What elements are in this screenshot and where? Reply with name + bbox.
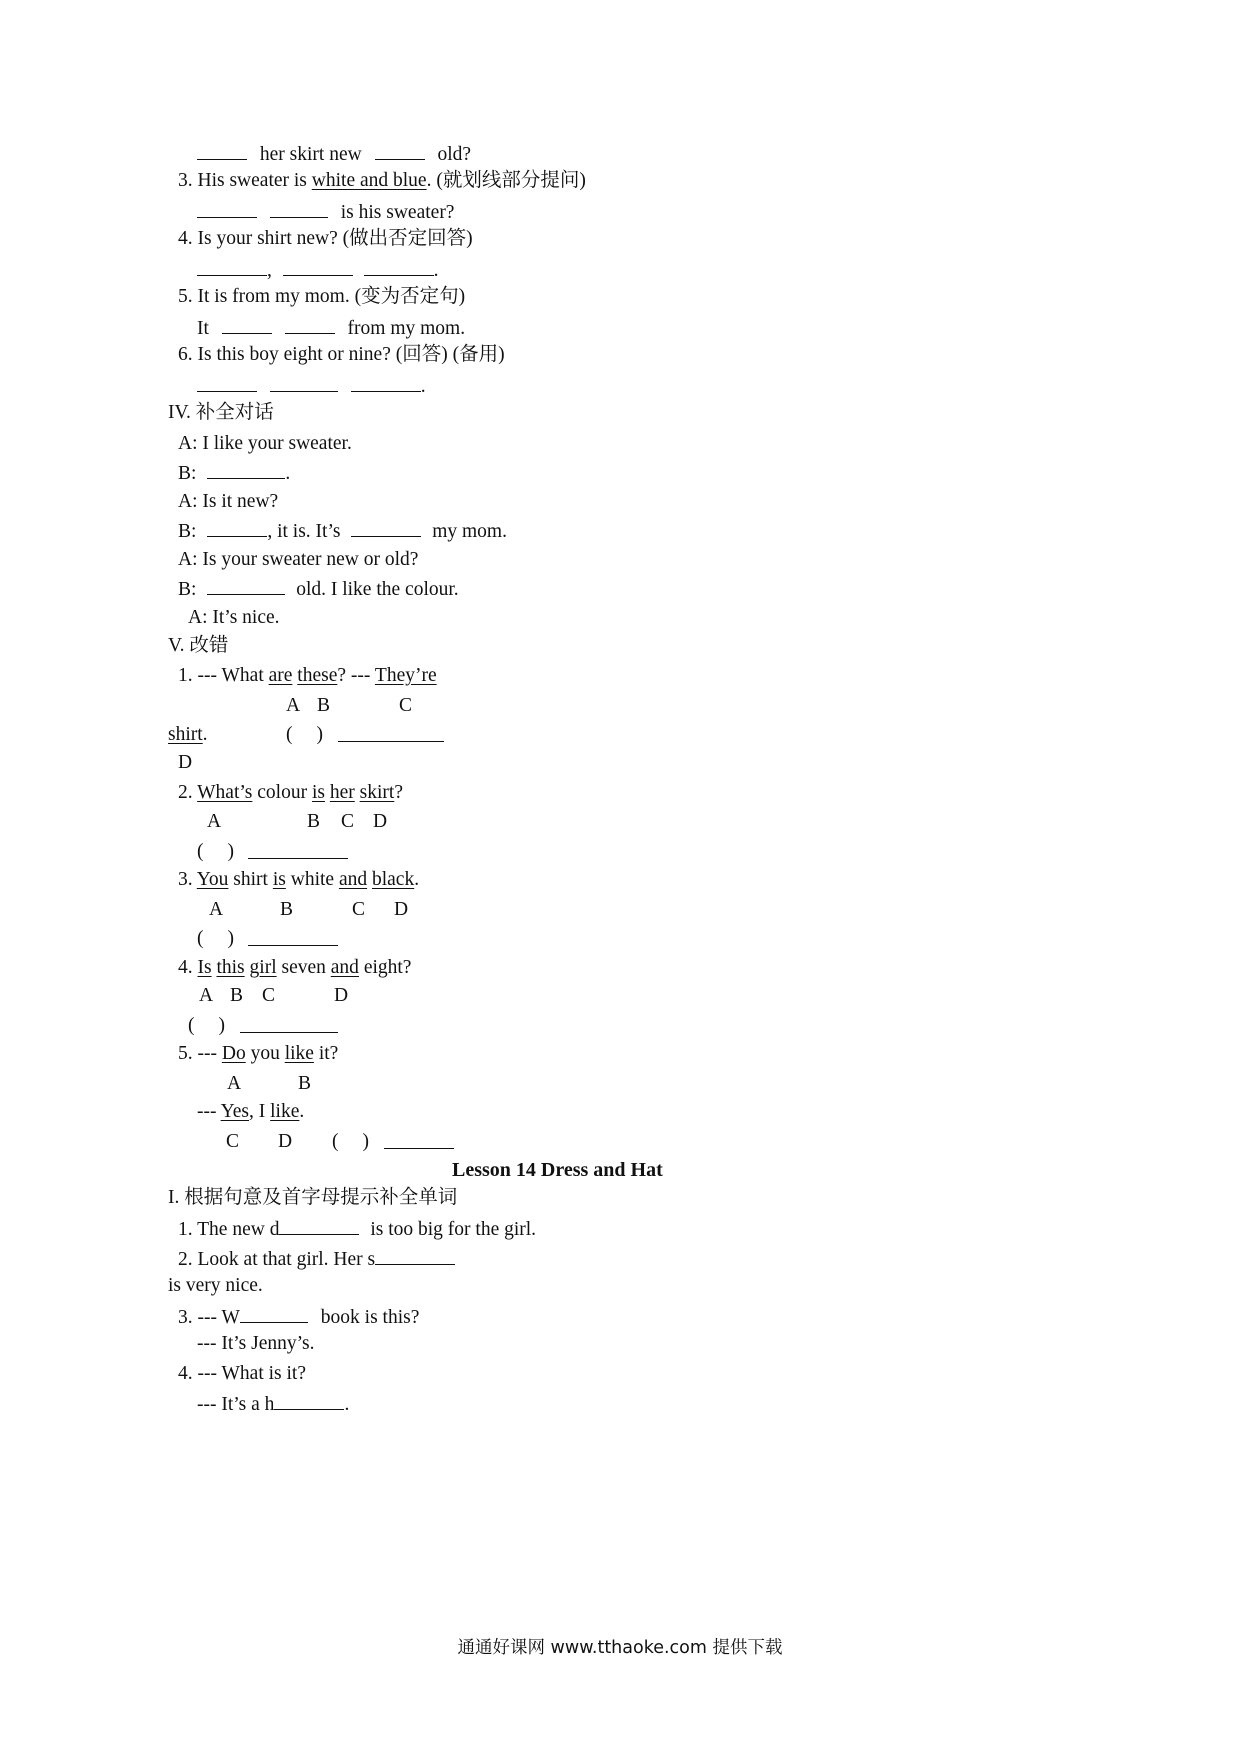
letter-label: B <box>280 899 294 920</box>
text: colour <box>252 782 312 803</box>
answer-paren <box>332 1130 369 1154</box>
text: 2. Look at that girl. Her s <box>178 1249 376 1270</box>
error-item-4 <box>178 956 411 980</box>
underlined-a: are <box>268 665 293 686</box>
error-item-5-reply <box>197 1100 304 1124</box>
paren-open: ( <box>197 928 204 949</box>
paren-open: ( <box>188 1015 195 1036</box>
answer-blank <box>248 840 348 859</box>
text: ? <box>394 782 403 803</box>
period: . <box>285 463 291 484</box>
question-6: 6. Is this boy eight or nine? (回答) (备用) <box>178 344 505 365</box>
text: 1. --- What <box>178 665 269 686</box>
speaker-b: B: <box>178 521 197 542</box>
text: white <box>285 869 339 890</box>
answer-blank <box>270 373 338 392</box>
underlined-b: this <box>216 957 245 978</box>
letter-label: D <box>394 899 409 920</box>
word-item-2-cont: is very nice. <box>168 1275 263 1296</box>
answer-blank <box>207 518 267 537</box>
letter-label: C <box>262 985 276 1006</box>
dialogue-text: , it is. It’s <box>267 521 341 542</box>
dialogue-text: old. I like the colour. <box>296 579 459 600</box>
answer-blank <box>351 373 421 392</box>
answer-blank <box>240 1304 308 1323</box>
question-4: 4. Is your shirt new? (做出否定回答) <box>178 228 473 249</box>
answer-blank <box>207 460 285 479</box>
section-v-heading: V. 改错 <box>168 635 229 656</box>
answer-paren <box>286 723 323 747</box>
underlined-d: shirt <box>168 724 203 745</box>
underlined-a: What’s <box>197 782 253 803</box>
text: book is this? <box>320 1307 420 1328</box>
correction-line <box>248 927 338 953</box>
letter-label: C <box>352 899 366 920</box>
letter-label: B <box>317 695 331 716</box>
underlined-b: is <box>311 782 325 803</box>
word-item-3 <box>178 1304 419 1330</box>
answer-blank <box>274 1391 344 1410</box>
section-iv-heading: IV. 补全对话 <box>168 402 274 423</box>
underlined-c: her <box>329 782 355 803</box>
q3-answer-line <box>197 199 454 225</box>
correction-line <box>240 1014 338 1040</box>
underlined-d: like <box>270 1101 300 1122</box>
text: shirt <box>228 869 273 890</box>
answer-blank <box>222 315 272 334</box>
letter-label: D <box>178 752 193 773</box>
paren-close: ) <box>218 1015 225 1036</box>
underlined-a: Is <box>197 957 212 978</box>
q6-period: . <box>420 376 426 397</box>
answer-paren <box>197 927 234 951</box>
speaker-b: B: <box>178 579 197 600</box>
underlined-c: girl <box>249 957 277 978</box>
answer-blank <box>197 373 257 392</box>
answer-blank <box>283 257 353 276</box>
q4-period: . <box>433 260 439 281</box>
text: 5. --- <box>178 1043 222 1064</box>
underlined-d: skirt <box>359 782 395 803</box>
dialogue-line-7: A: It’s nice. <box>188 607 280 628</box>
answer-blank <box>248 927 338 946</box>
question-3 <box>178 169 586 193</box>
period: . <box>202 724 208 745</box>
answer-blank <box>207 576 285 595</box>
letter-label: C <box>226 1131 240 1152</box>
underlined-b: like <box>284 1043 314 1064</box>
letter-label: A <box>199 985 214 1006</box>
answer-paren <box>188 1014 225 1038</box>
paren-close: ) <box>227 841 234 862</box>
letter-label: A <box>207 811 222 832</box>
underlined-a: Do <box>221 1043 246 1064</box>
text: --- It’s a h <box>197 1394 275 1415</box>
question-5: 5. It is from my mom. (变为否定句) <box>178 286 466 307</box>
text: 3. <box>178 869 197 890</box>
q6-answer-line <box>197 373 426 399</box>
text: is too big for the girl. <box>370 1219 537 1240</box>
word-item-4: 4. --- What is it? <box>178 1363 306 1384</box>
q3-text: 3. His sweater is <box>178 170 312 191</box>
q5-answer-line <box>197 315 465 341</box>
text: seven <box>276 957 331 978</box>
answer-blank <box>375 141 425 160</box>
q5-answer-text: from my mom. <box>347 318 466 339</box>
text: ? --- <box>337 665 375 686</box>
letter-label: A <box>209 899 224 920</box>
answer-blank <box>384 1130 454 1149</box>
dialogue-line-3: A: Is it new? <box>178 491 279 512</box>
answer-blank <box>338 723 444 742</box>
error-item-2 <box>178 781 403 805</box>
q3-answer-text: is his sweater? <box>340 202 455 223</box>
text: 2. <box>178 782 198 803</box>
word-item-2 <box>178 1246 455 1272</box>
letter-label: A <box>286 695 301 716</box>
q4-comma: , <box>267 260 272 281</box>
dialogue-line-1: A: I like your sweater. <box>178 433 352 454</box>
q2-text: her skirt new <box>259 144 362 165</box>
footer-credit: 通通好课网 www.tthaoke.com 提供下载 <box>457 1638 783 1658</box>
letter-label: D <box>334 985 349 1006</box>
section-i-heading: I. 根据句意及首字母提示补全单词 <box>168 1187 458 1208</box>
text: 3. --- W <box>178 1307 240 1328</box>
letter-label: C <box>399 695 413 716</box>
error-item-1 <box>178 664 437 688</box>
correction-line <box>248 840 348 866</box>
paren-close: ) <box>316 724 323 745</box>
dialogue-line-5: A: Is your sweater new or old? <box>178 549 419 570</box>
answer-blank <box>375 1246 455 1265</box>
answer-blank <box>285 315 335 334</box>
text: . <box>299 1101 305 1122</box>
letter-label: D <box>373 811 388 832</box>
letter-label: C <box>341 811 355 832</box>
paren-open: ( <box>332 1131 339 1152</box>
paren-open: ( <box>197 841 204 862</box>
answer-blank <box>270 199 328 218</box>
text: 4. <box>178 957 198 978</box>
q5-it: It <box>197 318 209 339</box>
underlined-a: You <box>196 869 229 890</box>
error-item-1-cont <box>168 723 208 747</box>
underlined-c: and <box>338 869 368 890</box>
q4-answer-line <box>197 257 439 283</box>
letter-label: B <box>307 811 321 832</box>
underlined-d: black <box>371 869 415 890</box>
underlined-c: They’re <box>374 665 437 686</box>
word-item-1 <box>178 1216 536 1242</box>
paren-close: ) <box>362 1131 369 1152</box>
letter-label: B <box>230 985 244 1006</box>
text: , I <box>249 1101 271 1122</box>
text: 1. The new d <box>178 1219 280 1240</box>
answer-blank <box>351 518 421 537</box>
word-item-4-reply <box>197 1391 349 1417</box>
letter-label: A <box>227 1073 242 1094</box>
answer-blank <box>364 257 434 276</box>
speaker-b: B: <box>178 463 197 484</box>
paren-open: ( <box>286 724 293 745</box>
text: it? <box>313 1043 339 1064</box>
answer-blank <box>279 1216 359 1235</box>
dialogue-text-end: my mom. <box>432 521 507 542</box>
word-item-3-reply: --- It’s Jenny’s. <box>197 1333 315 1354</box>
text: eight? <box>358 957 412 978</box>
answer-blank <box>240 1014 338 1033</box>
q2-answer-line <box>197 141 471 167</box>
letter-label: D <box>278 1131 293 1152</box>
underlined-d: and <box>330 957 359 978</box>
answer-blank <box>197 257 267 276</box>
dialogue-line-4 <box>178 518 507 544</box>
answer-paren <box>197 840 234 864</box>
dialogue-line-2 <box>178 460 290 486</box>
error-item-5 <box>178 1042 338 1066</box>
letter-label: B <box>298 1073 312 1094</box>
underlined-b: these <box>297 665 338 686</box>
paren-close: ) <box>227 928 234 949</box>
error-item-3 <box>178 868 419 892</box>
correction-line <box>338 723 444 749</box>
underlined-c: Yes <box>220 1101 250 1122</box>
text: . <box>414 869 420 890</box>
period: . <box>344 1394 350 1415</box>
lesson-title: Lesson 14 Dress and Hat <box>452 1159 663 1181</box>
text: --- <box>197 1101 221 1122</box>
text: you <box>245 1043 285 1064</box>
correction-line <box>384 1130 454 1156</box>
answer-blank <box>197 141 247 160</box>
dialogue-line-6 <box>178 576 459 602</box>
q3-underlined: white and blue <box>311 170 427 191</box>
underlined-b: is <box>272 869 286 890</box>
q3-instruction: . (就划线部分提问) <box>426 170 586 191</box>
q2-text-end: old? <box>437 144 472 165</box>
answer-blank <box>197 199 257 218</box>
